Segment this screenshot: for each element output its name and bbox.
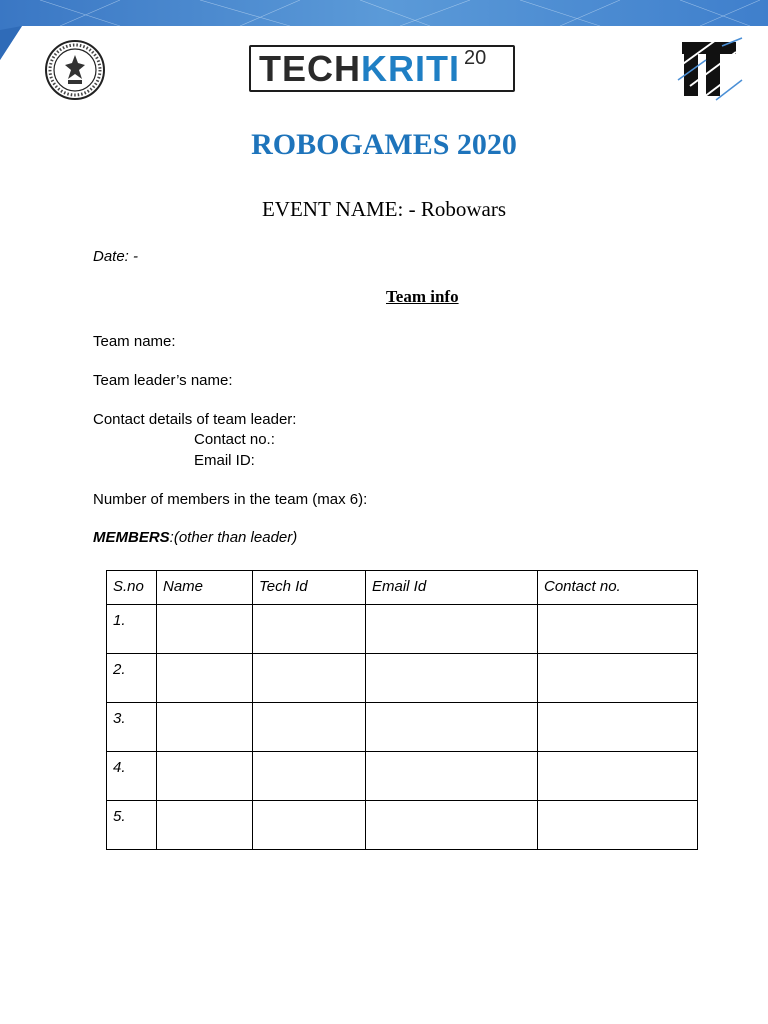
email-id-label: Email ID:: [194, 452, 255, 469]
date-label: Date: -: [93, 248, 139, 265]
header-tech-id: Tech Id: [253, 571, 366, 605]
name-cell: [157, 654, 253, 703]
tech-id-cell: [253, 801, 366, 850]
logo-year: 20: [464, 47, 487, 69]
email-id-cell: [366, 605, 538, 654]
institute-seal-logo: [44, 39, 106, 101]
row-sno: 4.: [107, 752, 157, 801]
contact-no-cell: [538, 605, 698, 654]
row-sno: 2.: [107, 654, 157, 703]
name-cell: [157, 801, 253, 850]
member-count-label: Number of members in the team (max 6):: [93, 491, 368, 508]
page-title: ROBOGAMES 2020: [251, 128, 517, 161]
email-id-cell: [366, 654, 538, 703]
row-sno: 3.: [107, 703, 157, 752]
name-cell: [157, 703, 253, 752]
logo-word-tech: TECH: [259, 47, 361, 89]
members-label: [93, 529, 297, 546]
contact-no-cell: [538, 703, 698, 752]
tech-id-cell: [253, 703, 366, 752]
header-sno: S.no: [107, 571, 157, 605]
members-label-rest: :(other than leader): [169, 529, 298, 546]
contact-no-cell: [538, 801, 698, 850]
members-label-bold: MEMBERS: [93, 529, 170, 546]
club-logo: [676, 36, 744, 102]
leader-name-label: Team leader’s name:: [93, 372, 233, 389]
header-contact-no: Contact no.: [538, 571, 698, 605]
email-id-cell: [366, 752, 538, 801]
table-row: [107, 752, 698, 801]
email-id-cell: [366, 801, 538, 850]
contact-details-label: Contact details of team leader:: [93, 411, 297, 428]
contact-no-label: Contact no.:: [194, 431, 275, 448]
header-name: Name: [157, 571, 253, 605]
event-name: EVENT NAME: - Robowars: [261, 197, 506, 221]
table-row: [107, 654, 698, 703]
row-sno: 5.: [107, 801, 157, 850]
tech-id-cell: [253, 752, 366, 801]
logo-word-kriti: KRITI: [361, 47, 460, 89]
contact-no-cell: [538, 752, 698, 801]
table-row: [107, 605, 698, 654]
table-header-row: [107, 571, 698, 605]
name-cell: [157, 752, 253, 801]
email-id-cell: [366, 703, 538, 752]
techkriti-logo: [249, 45, 515, 92]
table-row: [107, 703, 698, 752]
table-row: [107, 801, 698, 850]
contact-no-cell: [538, 654, 698, 703]
name-cell: [157, 605, 253, 654]
team-name-label: Team name:: [93, 333, 176, 350]
tech-id-cell: [253, 654, 366, 703]
row-sno: 1.: [107, 605, 157, 654]
section-heading: Team info: [386, 287, 459, 306]
members-table: [106, 570, 698, 850]
header-email-id: Email Id: [366, 571, 538, 605]
tech-id-cell: [253, 605, 366, 654]
